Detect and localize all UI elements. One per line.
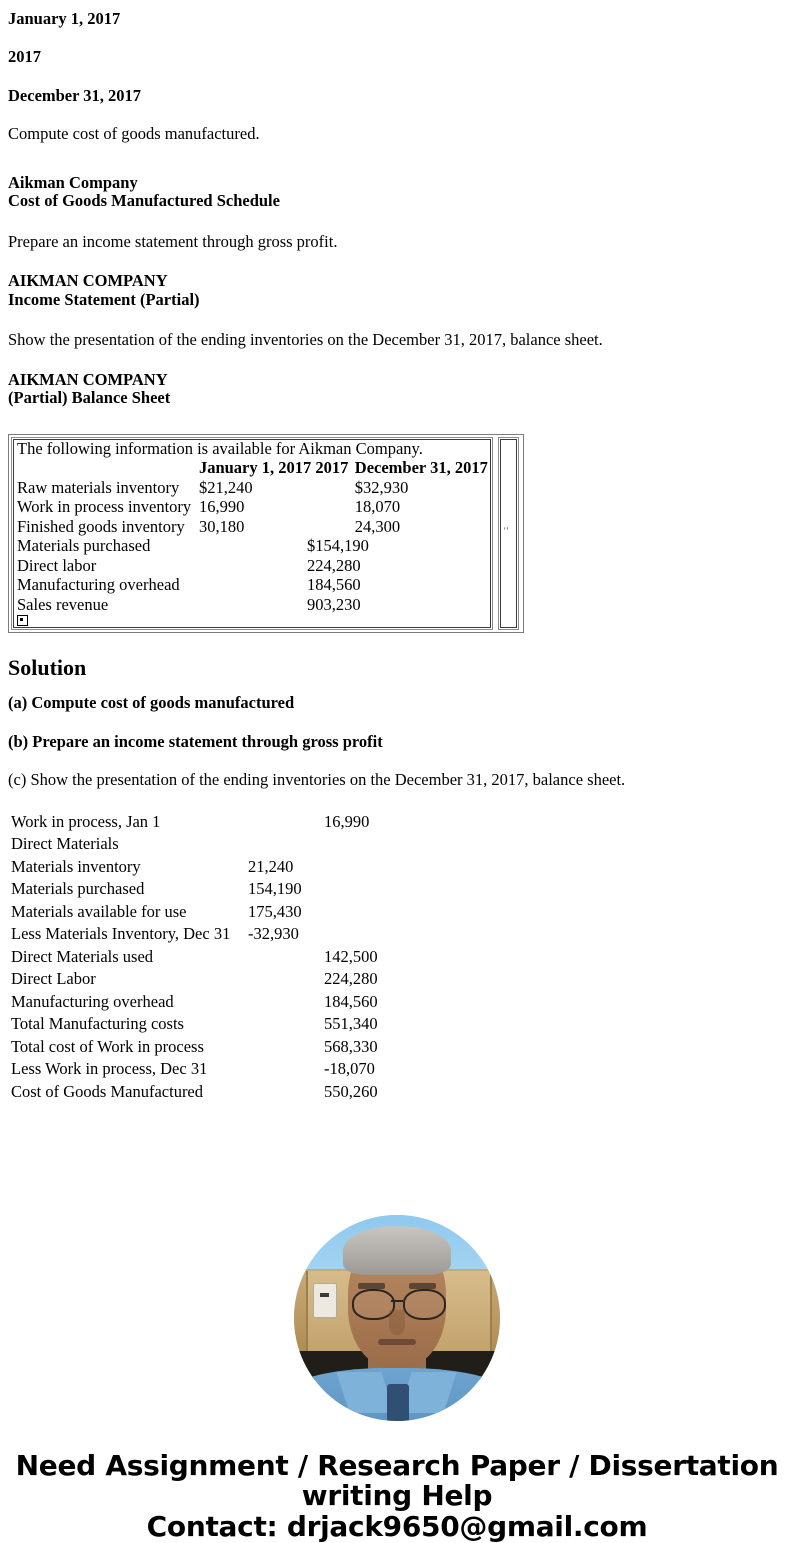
spacer (0, 350, 794, 371)
info-row-dec: 18,070 (354, 497, 401, 517)
cogs-row-label: Less Materials Inventory, Dec 31 (11, 924, 231, 944)
intro-line-3: December 31, 2017 (8, 85, 142, 105)
info-row-dec: $32,930 (354, 477, 409, 497)
info-row-value: 903,230 (306, 594, 361, 614)
info-row-label: Materials purchased (17, 536, 151, 556)
spacer (0, 751, 794, 770)
cogs-row-label: Total Manufacturing costs (11, 1014, 184, 1034)
cogs-row-value-2 (246, 1058, 322, 1081)
footer-line-2: writing Help (301, 1479, 493, 1513)
cogs-row-value-2: 175,430 (248, 901, 302, 921)
spacer (0, 680, 794, 693)
info-table-side-column[interactable] (498, 437, 519, 631)
cogs-row-value-2 (246, 991, 322, 1014)
cogs-row-value-2 (246, 1036, 322, 1059)
page-title: Solution (8, 655, 87, 681)
intro-section (0, 0, 794, 144)
info-header-col2: January 1, 2017 2017 (198, 458, 349, 478)
cogs-row-value-3 (322, 901, 378, 924)
info-table-caption-row (14, 440, 490, 460)
cogs-row-value-3: 568,330 (324, 1036, 378, 1056)
cogs-row-label: Direct Materials (11, 834, 119, 854)
table-row (8, 1013, 378, 1036)
info-header-col1 (14, 459, 194, 479)
cogs-row-value-3 (322, 878, 378, 901)
cogs-row-value-2: 154,190 (248, 879, 302, 899)
spacer (0, 105, 794, 124)
info-row-label: Work in process inventory (17, 497, 192, 517)
cogs-row-value-3: 550,260 (324, 1081, 378, 1101)
cogs-row-label: Materials available for use (11, 901, 187, 921)
info-row-label: Direct labor (17, 555, 97, 575)
cogs-row-value-2 (246, 1081, 322, 1104)
intro-line-2: 2017 (8, 47, 41, 67)
cogs-row-label: Direct Materials used (11, 946, 154, 966)
footer-contact-block (0, 1451, 794, 1542)
cogs-row-label: Materials inventory (11, 856, 141, 876)
info-table-frame-middle (11, 437, 493, 631)
table-row (8, 833, 378, 856)
spacer (0, 28, 794, 47)
info-table-caption: The following information is available for Aikman Company. (17, 438, 423, 458)
table-row (8, 946, 378, 969)
info-table-header-row (14, 459, 490, 479)
intro-line-1: January 1, 2017 (8, 9, 121, 28)
info-table-border (13, 439, 491, 629)
avatar-glasses-right-lens (403, 1289, 446, 1320)
info-row-jan: 30,180 (198, 516, 245, 536)
cogs-row-label: Less Work in process, Dec 31 (11, 1059, 208, 1079)
heading-block-cogs-schedule (8, 174, 794, 211)
avatar (294, 1215, 500, 1421)
cogs-schedule-table (8, 811, 378, 1104)
table-row (8, 1081, 378, 1104)
info-row-label: Raw materials inventory (17, 477, 180, 497)
cogs-row-value-3: 184,560 (324, 991, 378, 1011)
info-row-label: Finished goods inventory (17, 516, 185, 536)
cogs-row-value-2 (246, 1013, 322, 1036)
spacer (0, 713, 794, 732)
company-name-1: Aikman Company (8, 172, 138, 192)
table-row (8, 878, 378, 901)
info-header-col3: December 31, 2017 (354, 458, 488, 478)
cogs-row-value-3: 16,990 (324, 811, 370, 831)
statement-title-2: Income Statement (Partial) (8, 289, 200, 309)
side-marker-icon: '' (504, 525, 510, 536)
cogs-row-label: Work in process, Jan 1 (11, 811, 161, 831)
footer-line-1: Need Assignment / Research Paper / Dissertation (15, 1449, 779, 1483)
company-name-2: AIKMAN COMPANY (8, 271, 168, 291)
balance-sheet-title-3: (Partial) Balance Sheet (8, 388, 171, 408)
cogs-row-value-2 (246, 811, 322, 834)
instruction-a: Compute cost of goods manufactured. (8, 124, 260, 144)
cogs-row-label: Total cost of Work in process (11, 1036, 204, 1056)
table-row (8, 1058, 378, 1081)
avatar-background-switch (313, 1283, 338, 1318)
photo-section (0, 1215, 794, 1421)
info-row-label: Manufacturing overhead (17, 575, 180, 595)
aikman-info-table (14, 440, 490, 628)
spacer (0, 144, 794, 174)
cogs-row-label: Direct Labor (11, 969, 96, 989)
cogs-row-value-3 (322, 923, 378, 946)
cogs-row-value-2 (246, 968, 322, 991)
company-name-3: AIKMAN COMPANY (8, 369, 168, 389)
cogs-row-label: Cost of Goods Manufactured (11, 1081, 204, 1101)
table-row (14, 557, 490, 577)
info-row-jan: 16,990 (198, 497, 245, 517)
table-row (8, 811, 378, 834)
info-row-jan: $21,240 (198, 477, 253, 497)
schedule-title-1: Cost of Goods Manufactured Schedule (8, 191, 280, 211)
footer-line-3: Contact: drjack9650@gmail.com (146, 1509, 648, 1543)
cogs-row-value-2 (246, 833, 322, 856)
info-row-label: Sales revenue (17, 594, 109, 614)
avatar-hair (343, 1226, 450, 1275)
table-row (14, 596, 490, 616)
info-row-dec: 24,300 (354, 516, 401, 536)
handle-cell (14, 615, 490, 627)
cogs-row-value-3: 224,280 (324, 969, 378, 989)
cogs-row-value-3 (322, 833, 378, 856)
info-row-value: 224,280 (306, 555, 361, 575)
cogs-row-value-2: 21,240 (248, 856, 294, 876)
spacer (0, 1103, 794, 1215)
table-row (8, 856, 378, 879)
avatar-tie (387, 1384, 410, 1421)
solution-item-a: (a) Compute cost of goods manufactured (8, 693, 295, 713)
heading-block-balance-sheet (8, 371, 794, 408)
cogs-table-body (8, 811, 378, 1104)
cogs-row-value-3 (322, 856, 378, 879)
cogs-row-label: Materials purchased (11, 879, 145, 899)
solution-item-c: (c) Show the presentation of the ending inventories on the December 31, 2017, balance sheet. (8, 770, 626, 790)
spacer (0, 309, 794, 330)
info-table-body (14, 440, 490, 628)
cogs-row-value-2 (246, 946, 322, 969)
table-row (8, 968, 378, 991)
cogs-row-value-2: -32,930 (248, 924, 299, 944)
spacer (0, 408, 794, 434)
info-table-handle-row (14, 615, 490, 627)
info-table-frame-row (11, 437, 521, 631)
info-row-value: 184,560 (306, 575, 361, 595)
table-row (14, 479, 490, 499)
spacer (0, 67, 794, 86)
table-row (8, 1036, 378, 1059)
info-row-value: $154,190 (306, 536, 369, 556)
table-row (14, 537, 490, 557)
table-row (14, 518, 490, 538)
table-row (8, 901, 378, 924)
table-row (14, 498, 490, 518)
table-row (8, 991, 378, 1014)
avatar-glasses-bridge (391, 1300, 403, 1302)
spacer (0, 251, 794, 272)
cogs-row-value-3: -18,070 (324, 1059, 375, 1079)
table-row (14, 576, 490, 596)
spacer (0, 790, 794, 811)
cogs-row-value-3: 551,340 (324, 1014, 378, 1034)
resize-handle-icon[interactable] (17, 615, 28, 626)
spacer (0, 211, 794, 232)
cogs-row-label: Manufacturing overhead (11, 991, 174, 1011)
solution-item-b: (b) Prepare an income statement through gross profit (8, 731, 383, 751)
instruction-c: Show the presentation of the ending inventories on the December 31, 2017, balance sheet. (8, 330, 603, 350)
spacer (0, 633, 794, 656)
heading-block-income-statement (8, 272, 794, 309)
cogs-row-value-3: 142,500 (324, 946, 378, 966)
info-table-frame (8, 434, 524, 634)
avatar-mouth (378, 1339, 415, 1345)
instruction-b: Prepare an income statement through gross profit. (8, 231, 338, 251)
avatar-nose (389, 1310, 405, 1335)
info-table-side-column-inner (500, 439, 517, 629)
table-row (8, 923, 378, 946)
